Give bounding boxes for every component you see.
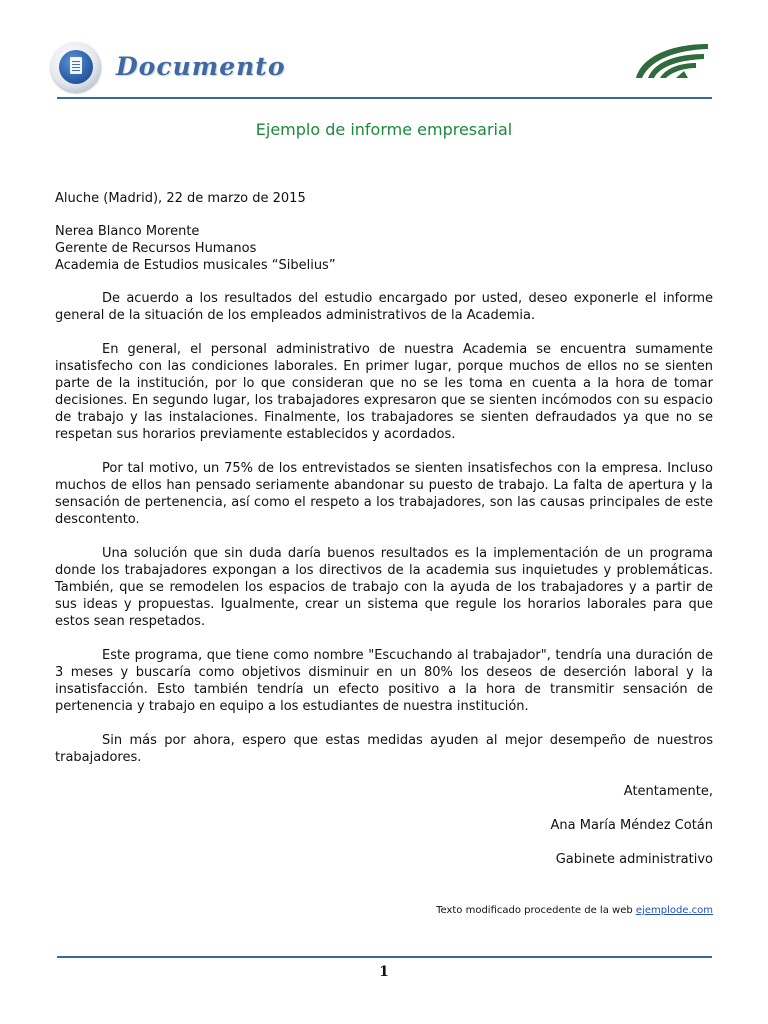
document-header xyxy=(0,0,768,100)
paragraph-3: Por tal motivo, un 75% de los entrevistados se sienten insatisfechos con la empresa. Incluso muchos de ellos han pensado seriamente abandonar su puesto de trabajo. La falta de apertura y la sensación de pertenencia, así como el respeto a los trabajadores, son las causas principales de este descontento. xyxy=(55,461,713,527)
paragraph-5: Este programa, que tiene como nombre "Escuchando al trabajador", tendría una duración de 3 meses y buscaría como objetivos disminuir en un 80% los deseos de deserción laboral y la insatisfacción. Esto también tendría un efecto positivo a la hora de transmitir sensación de pertenencia y trabajo en equipo a los estudiantes de nuestra institución. xyxy=(55,648,713,714)
signer-name: Ana María Méndez Cotán xyxy=(550,818,713,833)
paragraph-1: De acuerdo a los resultados del estudio encargado por usted, deseo exponerle el informe general de la situación de los empleados administrativos de la Academia. xyxy=(55,291,713,323)
signer-department: Gabinete administrativo xyxy=(555,852,713,867)
paragraph-6: Sin más por ahora, espero que estas medidas ayuden al mejor desempeño de nuestros trabajadores. xyxy=(55,733,713,765)
date-line: Aluche (Madrid), 22 de marzo de 2015 xyxy=(55,191,306,206)
arch-emblem-icon xyxy=(632,38,712,84)
footer-rule xyxy=(57,956,712,958)
header-rule xyxy=(57,97,712,99)
paragraph-4: Una solución que sin duda daría buenos resultados es la implementación de un programa donde los trabajadores expongan a los directivos de la academia sus inquietudes y problemáticas. También, que se remodelen los espacios de trabajo con la ayuda de los trabajadores y a partir de sus ideas y propuestas. Igualmente, crear un sistema que regule los horarios laborales para que estos sean respetados. xyxy=(55,546,713,629)
source-link[interactable]: ejemplode.com xyxy=(635,905,713,916)
closing-salutation: Atentamente, xyxy=(623,784,713,799)
source-text: Texto modificado procedente de la web xyxy=(436,905,633,916)
recipient-organization: Academia de Estudios musicales “Sibelius” xyxy=(55,258,336,273)
recipient-name: Nerea Blanco Morente xyxy=(55,224,200,239)
source-note xyxy=(436,905,713,916)
document-title: Ejemplo de informe empresarial xyxy=(255,120,513,139)
brand-title: Documento xyxy=(116,52,286,81)
recipient-role: Gerente de Recursos Humanos xyxy=(55,241,257,256)
document-icon xyxy=(51,42,101,92)
paragraph-2: En general, el personal administrativo de nuestra Academia se encuentra sumamente insatisfecho con las condiciones laborales. En primer lugar, porque muchos de ellos no se sienten parte de la institución, por lo que consideran que no se les toma en cuenta a la hora de tomar decisiones. En segundo lugar, los trabajadores expresaron que se sienten incómodos con su espacio de trabajo y las instalaciones. Finalmente, los trabajadores se sienten defraudados ya que no se respetan sus horarios previamente establecidos y acordados. xyxy=(55,342,713,442)
letter-body xyxy=(55,190,713,885)
page-number: 1 xyxy=(379,964,389,980)
